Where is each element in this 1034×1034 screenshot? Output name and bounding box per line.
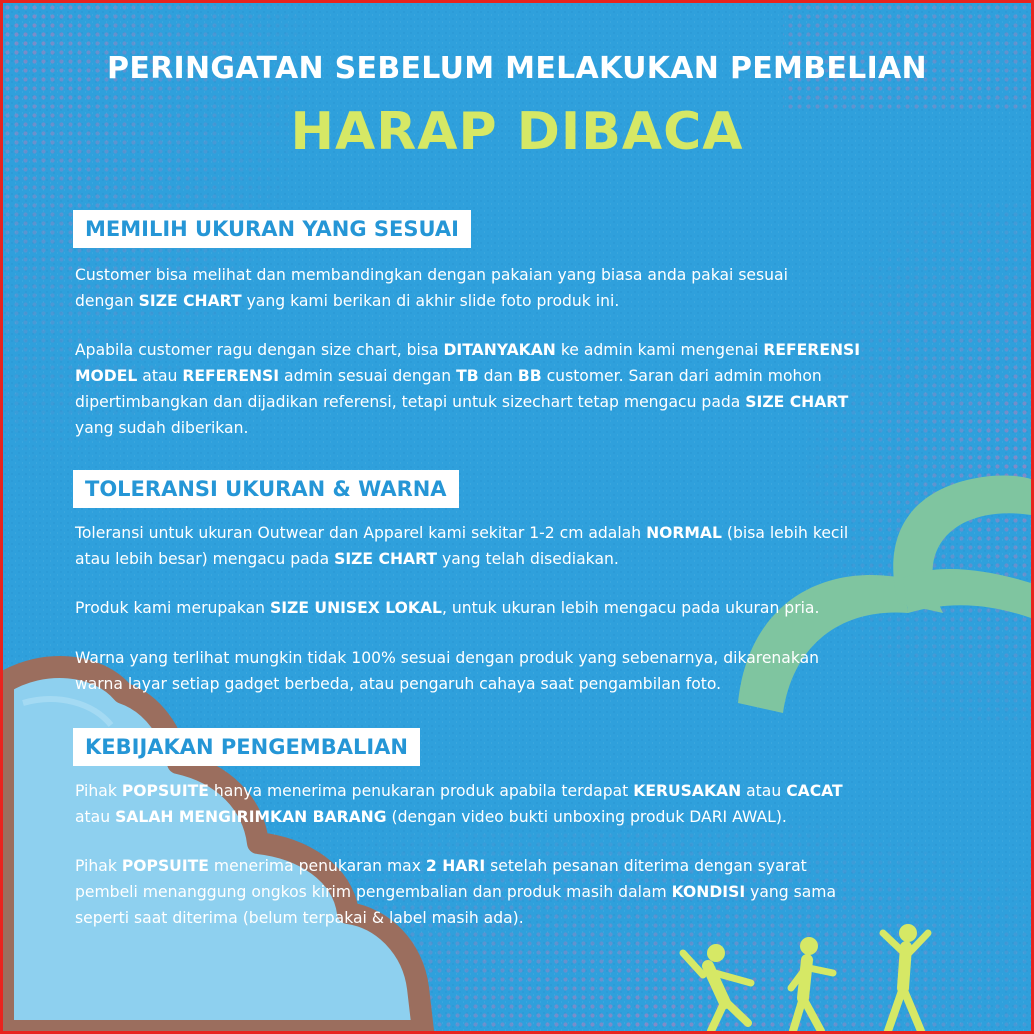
body-text: warna layar setiap gadget berbeda, atau pengaruh cahaya saat pengambilan foto. bbox=[75, 675, 722, 693]
paragraph-line bbox=[75, 363, 975, 389]
emphasis-text: KONDISI bbox=[671, 883, 746, 901]
body-text: yang sudah diberikan. bbox=[75, 419, 249, 437]
body-text: Pihak bbox=[75, 857, 122, 875]
body-text: dipertimbangkan dan dijadikan referensi, tetapi untuk sizechart tetap mengacu pada bbox=[75, 393, 746, 411]
paragraph-line bbox=[75, 337, 975, 363]
emphasis-text: SALAH MENGIRIMKAN BARANG bbox=[115, 808, 387, 826]
paragraph-line bbox=[75, 415, 975, 441]
body-text: yang kami berikan di akhir slide foto produk ini. bbox=[241, 292, 620, 310]
emphasis-text: SIZE UNISEX LOKAL bbox=[269, 599, 442, 617]
emphasis-text: SIZE CHART bbox=[745, 393, 849, 411]
body-text: yang sama bbox=[745, 883, 837, 901]
body-text: admin sesuai dengan bbox=[279, 367, 457, 385]
page-subtitle: HARAP DIBACA bbox=[290, 102, 744, 162]
body-text: customer. Saran dari admin mohon bbox=[541, 367, 822, 385]
paragraph-line bbox=[75, 288, 975, 314]
body-text: Customer bisa melihat dan membandingkan dengan pakaian yang biasa anda pakai sesuai bbox=[75, 266, 788, 284]
body-text: setelah pesanan diterima dengan syarat bbox=[485, 857, 807, 875]
paragraph-line bbox=[75, 778, 975, 804]
body-text: Apabila customer ragu dengan size chart, bisa bbox=[75, 341, 444, 359]
body-text: Toleransi untuk ukuran Outwear dan Apparel kami sekitar 1-2 cm adalah bbox=[75, 524, 647, 542]
paragraph bbox=[75, 520, 975, 572]
emphasis-text: 2 HARI bbox=[425, 857, 486, 875]
emphasis-text: NORMAL bbox=[646, 524, 722, 542]
body-text: dan bbox=[478, 367, 518, 385]
paragraph bbox=[75, 337, 975, 441]
emphasis-text: POPSUITE bbox=[121, 857, 209, 875]
body-text: ke admin kami mengenai bbox=[555, 341, 764, 359]
body-text: , untuk ukuran lebih mengacu pada ukuran pria. bbox=[441, 599, 820, 617]
emphasis-text: MODEL bbox=[75, 367, 138, 385]
body-text: seperti saat diterima (belum terpakai & label masih ada). bbox=[75, 909, 524, 927]
body-text: Produk kami merupakan bbox=[75, 599, 270, 617]
paragraph-line bbox=[75, 546, 975, 572]
body-text: yang telah disediakan. bbox=[437, 550, 619, 568]
emphasis-text: POPSUITE bbox=[121, 782, 209, 800]
paragraph bbox=[75, 778, 975, 830]
paragraph bbox=[75, 595, 975, 621]
body-text: Pihak bbox=[75, 782, 122, 800]
emphasis-text: SIZE CHART bbox=[334, 550, 438, 568]
emphasis-text: BB bbox=[517, 367, 542, 385]
paragraph-line bbox=[75, 905, 975, 931]
section-heading-kebijakan: KEBIJAKAN PENGEMBALIAN bbox=[73, 728, 420, 766]
paragraph-line bbox=[75, 262, 975, 288]
body-text: atau bbox=[75, 808, 116, 826]
paragraph-line bbox=[75, 804, 975, 830]
paragraph-line bbox=[75, 389, 975, 415]
page-title: PERINGATAN SEBELUM MELAKUKAN PEMBELIAN bbox=[107, 51, 927, 86]
paragraph-line bbox=[75, 595, 975, 621]
emphasis-text: CACAT bbox=[786, 782, 843, 800]
paragraph bbox=[75, 853, 975, 931]
body-text: (bisa lebih kecil bbox=[721, 524, 849, 542]
body-text: atau bbox=[137, 367, 183, 385]
body-text: pembeli menanggung ongkos kirim pengembalian dan produk masih dalam bbox=[75, 883, 672, 901]
emphasis-text: KERUSAKAN bbox=[633, 782, 742, 800]
body-text: menerima penukaran max bbox=[208, 857, 426, 875]
emphasis-text: REFERENSI bbox=[182, 367, 280, 385]
paragraph-line bbox=[75, 645, 975, 671]
paragraph bbox=[75, 262, 975, 314]
emphasis-text: SIZE CHART bbox=[138, 292, 242, 310]
section-heading-memilih-ukuran: MEMILIH UKURAN YANG SESUAI bbox=[73, 210, 471, 248]
paragraph bbox=[75, 645, 975, 697]
poster-content bbox=[3, 3, 1031, 1031]
body-text: atau lebih besar) mengacu pada bbox=[75, 550, 335, 568]
paragraph-line bbox=[75, 879, 975, 905]
body-text: atau bbox=[741, 782, 787, 800]
paragraph-line bbox=[75, 520, 975, 546]
body-text: hanya menerima penukaran produk apabila terdapat bbox=[208, 782, 634, 800]
paragraph-line bbox=[75, 853, 975, 879]
body-text: dengan bbox=[75, 292, 139, 310]
emphasis-text: DITANYAKAN bbox=[443, 341, 556, 359]
section-heading-toleransi: TOLERANSI UKURAN & WARNA bbox=[73, 470, 459, 508]
body-text: (dengan video bukti unboxing produk DARI AWAL). bbox=[386, 808, 787, 826]
emphasis-text: TB bbox=[456, 367, 479, 385]
paragraph-line bbox=[75, 671, 975, 697]
body-text: Warna yang terlihat mungkin tidak 100% sesuai dengan produk yang sebenarnya, dikarenakan bbox=[75, 649, 820, 667]
emphasis-text: REFERENSI bbox=[763, 341, 861, 359]
